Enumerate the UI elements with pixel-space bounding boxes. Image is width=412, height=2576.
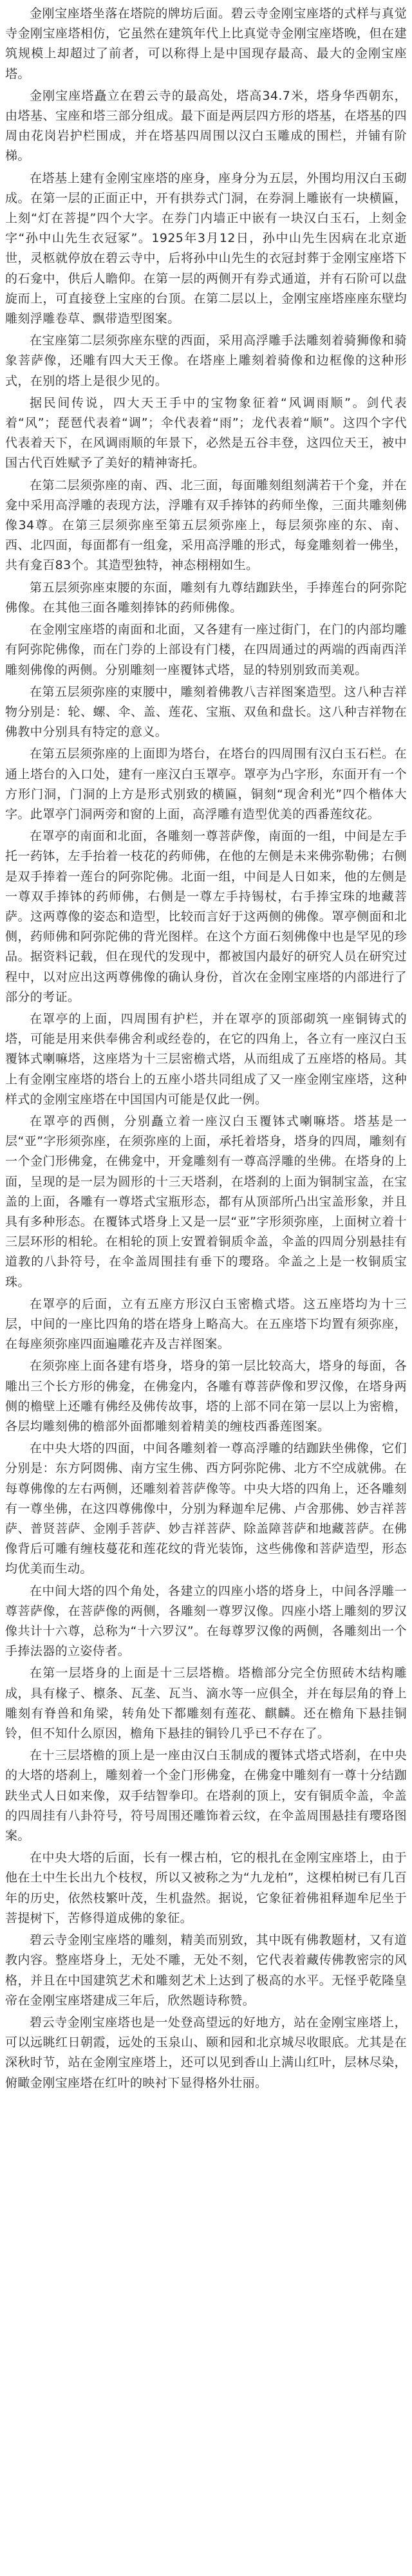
- article-paragraph: 金刚宝座塔坐落在塔院的牌坊后面。碧云寺金刚宝座塔的式样与真觉寺金刚宝座塔相仿，它虽然在建筑年代上比真觉寺金刚宝座塔晚，但在建筑规模上却超过了前者，可以称得上是中国现存最高、最大的金刚宝座塔。: [5, 6, 407, 81]
- article-paragraph: 在第五层须弥座的上面即为塔台，在塔台的四周围有汉白玉石栏。在通上塔台的入口处，建有一座汉白玉罩亭。罩亭为凸字形，东面开有一个方形门洞，门洞的上方是形式别致的横匾，铜刻“现舍利光”四个楷体大字。此罩亭门洞两旁和窗的上面，高浮雕有造型优美的西番莲纹花。: [5, 747, 407, 821]
- article-paragraph: 金刚宝座塔矗立在碧云寺的最高处，塔高34.7米，塔身华西朝东，由塔基、宝座和塔三部分组成。最下面是两层四方形的塔基，在塔基的四周由花岗岩护栏围成，并在塔基四周围以汉白玉雕成的围栏，并铺有阶梯。: [5, 88, 407, 163]
- article-paragraph: 在罩亭的南面和北面，各雕刻一尊菩萨像，南面的一组，中间是左手托一药钵，左手抬着一枝花的药师佛，在他的左侧是未来佛弥勒佛；右侧是双手捧着一莲台的阿弥陀佛。北面一组，中间是人日如来，他的左侧是一尊双手捧钵的药师佛，右侧是一尊左手持锡杖，右手捧宝珠的地藏菩萨。这两尊像的姿态和造型，比较而言好于这两侧的佛像。罩亭侧面和北侧，药师佛和阿弥陀佛的背光图样。在这个方面石刻佛像中也是罕见的珍品。据资料记载，但在现代的发现中，都被国内最好的研究人员在研究过程中，以对应出这两尊佛像的确认身份，首次在金刚宝座塔的内部进行了部分的考证。: [5, 829, 407, 1004]
- article-paragraph: 在塔基上建有金刚宝座塔的座身，座身分为五层，外围均用汉白玉砌成。在第一层的正面正中，开有拱券式门洞，在券洞上雕嵌有一块横匾，上刻“灯在菩提”四个大字。在券门内墙正中嵌有一块汉白玉石，上刻金字“孙中山先生衣冠冢”。1925年3月12日，孙中山先生因病在北京逝世，灵柩就停放在碧云寺中，后将孙中山先生的衣冠封葬于金刚宝座塔下的石龛中，供后人瞻仰。在第一层的两侧开有券式通道，并有石阶可以盘旋而上，可直接登上宝座的台顶。在第二层以上，金刚宝座塔座座东壁均雕刻浮雕卷草、飘带造型图案。: [5, 171, 407, 326]
- article-paragraph: 在第五层须弥座的束腰中，雕刻着佛教八吉祥图案造型。这八种吉祥物分别是：轮、螺、伞、盖、莲花、宝瓶、双鱼和盘长。这八种吉祥物在佛教中分别具有特定的意义。: [5, 684, 407, 740]
- article-paragraph: 在十三层塔檐的顶上是一座由汉白玉制成的覆钵式塔式塔刹，在中央的大塔的塔刹上，雕刻着一个金门形佛龛，在佛龛中雕刻有一尊十分结跏趺坐式人日如来像，双手结智拳印。在塔刹的顶上，安有铜质伞盖，伞盖的四周挂有八卦符号，符号周围还雕饰着云纹，在伞盖周围悬挂有璎珞图案。: [5, 1748, 407, 1843]
- article-paragraph: 在第一层塔身的上面是十三层塔檐。塔檐部分完全仿照砖木结构雕成，具有椽子、檩条、瓦垄、瓦当、滴水等一应俱全，并在每层角的脊上雕刻有脊兽和角梁，转角处下都雕刻有莲花、麒麟。还在檐角下悬挂铜铃，但不知什么原因，檐角下悬挂的铜铃几乎已不存在了。: [5, 1666, 407, 1741]
- article-paragraph: 在第二层须弥座的南、西、北三面，每面雕刻组刻满若干个龛，并在龛中采用高浮雕的表现方法，浮雕有双手捧钵的药师坐像，三面共雕刻佛像34尊。在第三层须弥座至第五层须弥座上，每层须弥座的东、南、西、北四面，每面都有一组龛，采用高浮雕的形式，每龛雕刻着一佛坐，共有龛百83个。其造型独特，神态栩栩如生。: [5, 478, 407, 573]
- article-paragraph: 在须弥座上面各建有塔身，塔身的第一层比较高大，塔身的每面，各雕出三个长方形的佛龛，在佛龛内，各雕有尊菩萨像和罗汉像，在塔身两侧的檐壁上还雕有佛经及佛传故事，塔的上部不同在第一层以上为密檐，各层均雕刻佛的檐部外面都雕刻着精美的缠枝西番莲图案。: [5, 1359, 407, 1434]
- article-paragraph: 第五层须弥座束腰的东面，雕刻有九尊结跏趺坐，手捧莲台的阿弥陀佛像。在其他三面各雕刻捧钵的药师佛像。: [5, 580, 407, 615]
- article-paragraph: 在中央大塔的后面，长有一棵古柏，它的根扎在金刚宝座塔上，由于他在土中生长出九个枝杈，所以又被称之为“九龙柏”，这棵柏树已有几百年的历史，依然枝繁叶茂，生机盎然。据说，它象征着佛祖释迦牟尼坐于菩提树下，苦修得道成佛的象征。: [5, 1851, 407, 1925]
- article-paragraph: 在中央大塔的四面，中间各雕刻着一尊高浮雕的结跏趺坐佛像，它们分别是：东方阿閦佛、南方宝生佛、西方阿弥陀佛、北方不空成就佛。在每尊佛像的左右两侧，还雕刻着菩萨像等。中央大塔的四角上，还各雕刻有一尊坐佛，在这四尊佛像中，分别为释迦牟尼佛、卢舍那佛、妙吉祥菩萨、普贤菩萨、金刚手菩萨、妙吉祥菩萨、除盖障菩萨和地藏菩萨。在佛像背后可雕有缠枝蔓花和莲花纹的背光装饰，这些佛像和菩萨造型，形态均优美而生动。: [5, 1441, 407, 1576]
- article-paragraph: 碧云寺金刚宝座塔也是一处登高望远的好地方，站在金刚宝座塔上，可以远眺红日朝霞，远处的玉泉山、颐和园和北京城尽收眼底。尤其是在深秋时节，站在金刚宝座塔上，还可以见到香山上满山红叶，层林尽染，俯瞰金刚宝座塔在红叶的映衬下显得格外壮丽。: [5, 2015, 407, 2090]
- article-paragraph: 在金刚宝座塔的南面和北面，又各建有一座过街门，在门的内部均雕有阿弥陀佛像，而在门券的上部设有门楼，在四周通过的两端的西南西洋雕刻佛像的两侧。分别雕刻一座覆钵式塔，显的特别别致而美观。: [5, 622, 407, 677]
- article-paragraph: 在中间大塔的四个角处，各建立的四座小塔的塔身上，中间各浮雕一尊菩萨像，在菩萨像的两侧，各雕刻一尊罗汉像。四座小塔上雕刻的罗汉像共计十六尊，总称为“十六罗汉”。在每尊罗汉像的两侧，各雕刻出一个手捧法器的立姿侍者。: [5, 1583, 407, 1659]
- article-paragraph: 据民间传说，四大天王手中的宝物象征着“风调雨顺”。剑代表着“风”；琵琶代表着“调”；伞代表着“雨”；龙代表着“顺”。这四个字代代表着天下，在风调雨顺的年景下，必然是五谷丰登，这四位天王，被中国古代百姓赋予了美好的精神寄托。: [5, 395, 407, 471]
- article-paragraph: 在罩亭的后面，立有五座方形汉白玉密檐式塔。这五座塔均为十三层，中间的一座比四角的塔在塔身上略高大。在五座塔下均置有须弥座，在每座须弥座四面遍雕花卉及吉祥图案。: [5, 1296, 407, 1352]
- article-paragraph: 在罩亭的西侧，分别矗立着一座汉白玉覆钵式喇嘛塔。塔基是一层“亚”字形须弥座，在须弥座的上面，承托着塔身，塔身的四周，雕刻有一个金门形佛龛，在佛龛中，开龛雕刻有一尊高浮雕的坐佛。在塔身的上面，呈现的是一层为圆形的十三天塔刹，在塔刹的上面为铜制宝盖，在宝盖的上面，各雕有一尊塔式宝瓶形态，都有从顶部所凸出宝盖形象，并且具有多种形态。在覆钵式塔身上又是一层“亚”字形须弥座，上面树立着十三层环形的相轮。在相轮的顶上安置着铜质伞盖，伞盖的四周分别悬挂有道教的八卦符号，在伞盖周围挂有垂下的璎珞。伞盖之上是一枚铜质宝珠。: [5, 1114, 407, 1289]
- article-paragraph: 在罩亭的上面，四周围有护栏，并在罩亭的顶部砌筑一座铜铸式的塔，可能是用来供奉佛舍利或经卷的，在它的四角上，各立有一座汉白玉覆钵式喇嘛塔，这座塔为十三层密檐式塔，从而组成了五座塔的格局。其上有金刚宝座塔的塔台上的五座小塔共同组成了又一座金刚宝座塔，这种样式的金刚宝座塔在中国国内可能是仅此一例。: [5, 1011, 407, 1106]
- article-paragraph: 碧云寺金刚宝座塔的雕刻，精美而别致，其中既有佛教题材，又有道教内容。整座塔身上，无处不雕，无处不刻，它代表着藏传佛教密宗的风格，并且在中国建筑艺术和雕刻艺术上达到了极高的水平。无怪乎乾隆皇帝在金刚宝座塔建成三年后，欣然题诗称赞。: [5, 1933, 407, 2008]
- article-paragraph: 在宝座第二层须弥座东壁的西面，采用高浮雕手法雕刻着骑狮像和骑象菩萨像，还雕有四大天王像。在塔座上雕刻着骑像和边框像的这种形式，在别的塔上是很少见的。: [5, 333, 407, 388]
